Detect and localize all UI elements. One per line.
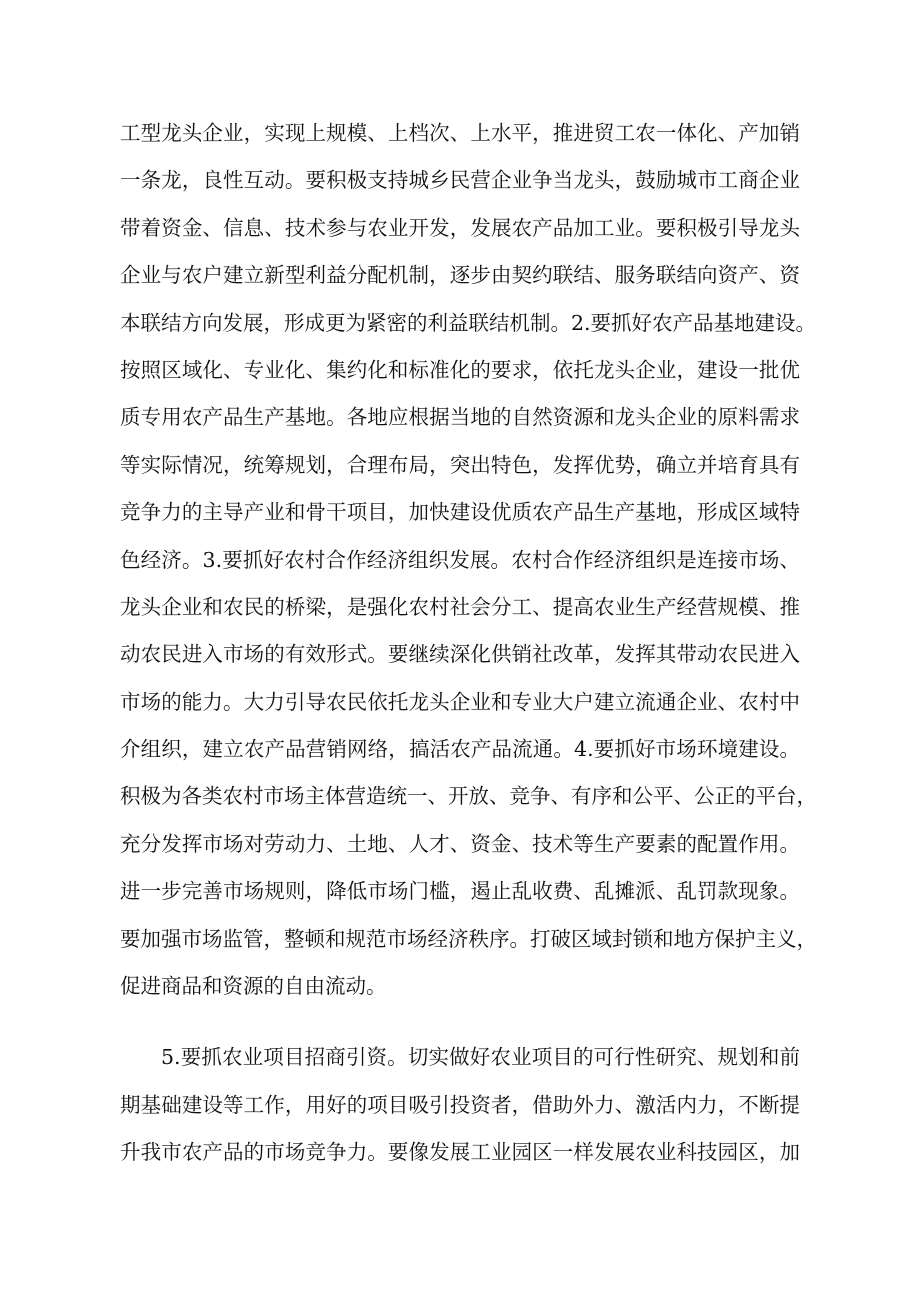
document-body	[120, 110, 817, 1177]
text-line: 充分发挥市场对劳动力、土地、人才、资金、技术等生产要素的配置作用。	[120, 831, 800, 856]
text-line: 带着资金、信息、技术参与农业开发，发展农产品加工业。要积极引导龙头	[120, 215, 800, 240]
text-line: 按照区域化、专业化、集约化和标准化的要求，依托龙头企业，建设一批优	[120, 357, 800, 382]
text-line: 一条龙，良性互动。要积极支持城乡民营企业争当龙头，鼓励城市工商企业	[120, 168, 800, 193]
text-line: 竞争力的主导产业和骨干项目，加快建设优质农产品生产基地，形成区域特	[120, 500, 800, 525]
text-line: 质专用农产品生产基地。各地应根据当地的自然资源和龙头企业的原料需求	[120, 405, 800, 430]
text-line: 进一步完善市场规则，降低市场门槛，遏止乱收费、乱摊派、乱罚款现象。	[120, 879, 800, 904]
text-line: 期基础建设等工作，用好的项目吸引投资者，借助外力、激活内力，不断提	[120, 1092, 800, 1117]
text-line: 本联结方向发展，形成更为紧密的利益联结机制。2.要抓好农产品基地建设。	[120, 310, 817, 335]
text-line: 积极为各类农村市场主体营造统一、开放、竞争、有序和公平、公正的平台，	[120, 784, 817, 809]
text-line: 色经济。3.要抓好农村合作经济组织发展。农村合作经济组织是连接市场、	[120, 547, 800, 572]
paragraph-2	[120, 1034, 800, 1176]
text-line: 介组织，建立农产品营销网络，搞活农产品流通。4.要抓好市场环境建设。	[120, 737, 800, 762]
text-line: 企业与农户建立新型利益分配机制，逐步由契约联结、服务联结向资产、资	[120, 263, 800, 288]
paragraph-1	[120, 110, 817, 1010]
text-line: 工型龙头企业，实现上规模、上档次、上水平，推进贸工农一体化、产加销	[120, 121, 800, 145]
text-line: 要加强市场监管，整顿和规范市场经济秩序。打破区域封锁和地方保护主义，	[120, 926, 817, 951]
text-line: 龙头企业和农民的桥梁，是强化农村社会分工、提高农业生产经营规模、推	[120, 594, 800, 619]
text-line: 动农民进入市场的有效形式。要继续深化供销社改革，发挥其带动农民进入	[120, 642, 800, 667]
text-line: 升我市农产品的市场竞争力。要像发展工业园区一样发展农业科技园区，加	[120, 1140, 800, 1165]
text-line: 5.要抓农业项目招商引资。切实做好农业项目的可行性研究、规划和前	[161, 1045, 800, 1070]
text-line: 市场的能力。大力引导农民依托龙头企业和专业大户建立流通企业、农村中	[120, 689, 800, 714]
text-line: 促进商品和资源的自由流动。	[120, 974, 387, 999]
text-line: 等实际情况，统筹规划，合理布局，突出特色，发挥优势，确立并培育具有	[120, 452, 800, 477]
paragraph-spacer	[120, 1010, 800, 1034]
